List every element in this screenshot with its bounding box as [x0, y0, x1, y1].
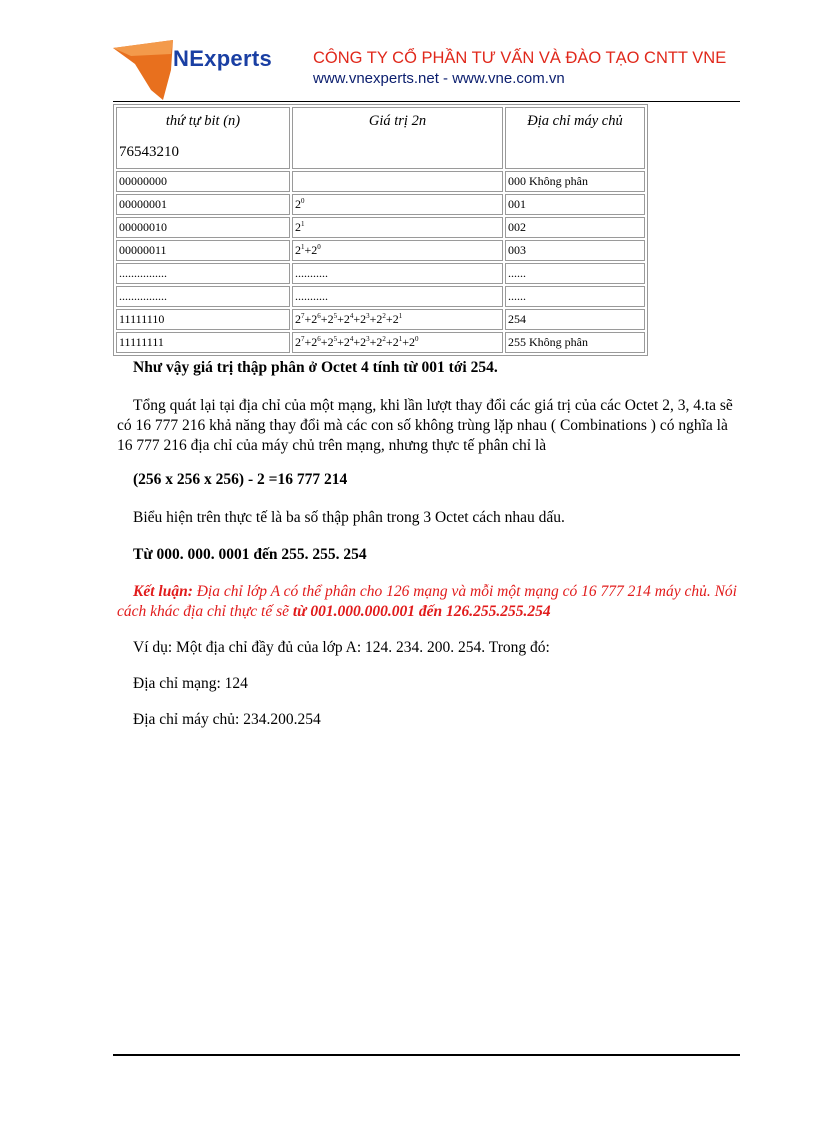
table-row — [116, 309, 645, 330]
cell-bits: 11111111 — [116, 332, 290, 353]
exponent: 7 — [301, 312, 305, 320]
cell-host-address: 001 — [505, 194, 645, 215]
paragraph-combinations: Tổng quát lại tại địa chỉ của một mạng, khi lần lượt thay đổi các giá trị của các Octet 2, 3, 4.ta sẽ có 16 777 216 khả năng thay đổi mà các con số không trùng lặp nhau ( Combinations ) có nghĩa là 16 777 216 địa chỉ của máy chủ trên mạng, nhưng thực tế phân chỉ là — [117, 397, 733, 454]
bit-order-digits: 76543210 — [119, 144, 179, 160]
footer-divider — [113, 1054, 740, 1056]
header-host-address: Địa chỉ máy chủ — [505, 107, 645, 169]
cell-host-address: 003 — [505, 240, 645, 261]
exponent: 4 — [349, 312, 354, 320]
paragraph-example: Ví dụ: Một địa chỉ đầy đủ của lớp A: 124. 234. 200. 254. Trong đó: — [133, 639, 550, 656]
table-row — [116, 194, 645, 215]
company-name: CÔNG TY CỔ PHẦN TƯ VẤN VÀ ĐÀO TẠO CNTT VNE — [313, 49, 727, 67]
exponent: 2 — [382, 312, 386, 320]
table-row — [116, 171, 645, 192]
cell-host-address: 000 Không phân — [505, 171, 645, 192]
host-address: Địa chỉ máy chủ: 234.200.254 — [133, 711, 321, 728]
exponent: 1 — [301, 243, 305, 251]
cell-host-address: 254 — [505, 309, 645, 330]
address-range: Từ 000. 000. 0001 đến 255. 255. 254 — [133, 546, 367, 563]
exponent: 1 — [398, 335, 403, 343]
exponent: 1 — [398, 312, 403, 320]
table-header-row — [116, 107, 645, 169]
cell-host-address: 255 Không phân — [505, 332, 645, 353]
paragraph-decimal-display: Biểu hiện trên thực tế là ba số thập phân trong 3 Octet cách nhau dấu. — [133, 509, 565, 526]
cell-host-address: ...... — [505, 263, 645, 284]
cell-value: ........... — [292, 286, 503, 307]
table-row — [116, 240, 645, 261]
cell-value: $2^1$ — [292, 217, 503, 238]
cell-bits: 00000001 — [116, 194, 290, 215]
conclusion-text: Địa chỉ lớp A có thể phân cho 126 mạng và mỗi một mạng có 16 777 214 máy chủ. Nói cách khác địa chỉ thực tế sẽ — [117, 583, 737, 620]
cell-value — [292, 171, 503, 192]
bit-table — [113, 104, 648, 356]
table-row — [116, 286, 645, 307]
exponent: 3 — [366, 312, 370, 320]
table-row — [116, 217, 645, 238]
exponent: 0 — [317, 243, 321, 251]
exponent: 5 — [333, 312, 338, 320]
cell-value: $2^7+2^6+2^5+2^4+2^3+2^2+2^1+2^0$ — [292, 332, 503, 353]
conclusion — [117, 582, 737, 622]
formula-host-count: (256 x 256 x 256) - 2 =16 777 214 — [133, 471, 348, 488]
cell-host-address: ...... — [505, 286, 645, 307]
cell-bits: 00000011 — [116, 240, 290, 261]
cell-bits: 00000010 — [116, 217, 290, 238]
exponent: 2 — [382, 335, 386, 343]
header-value: Giá trị 2n — [292, 107, 503, 169]
logo-text: NExperts — [173, 46, 272, 71]
cell-bits: 11111110 — [116, 309, 290, 330]
cell-value: $2^0$ — [292, 194, 503, 215]
nexperts-logo — [113, 40, 298, 100]
network-address: Địa chỉ mạng: 124 — [133, 675, 248, 692]
conclusion-range: từ 001.000.000.001 đến 126.255.255.254 — [292, 603, 551, 620]
exponent: 0 — [414, 335, 419, 343]
paragraph-octet4-range: Như vậy giá trị thập phân ở Octet 4 tính từ 001 tới 254. — [133, 359, 498, 376]
cell-value: $2^1+2^0$ — [292, 240, 503, 261]
cell-value: ........... — [292, 263, 503, 284]
exponent: 6 — [317, 312, 321, 320]
exponent: 3 — [366, 335, 370, 343]
exponent: 1 — [301, 220, 305, 228]
exponent: 0 — [301, 197, 305, 205]
exponent: 7 — [301, 335, 305, 343]
table-row — [116, 263, 645, 284]
exponent: 4 — [349, 335, 354, 343]
page-header — [113, 40, 740, 102]
exponent: 5 — [333, 335, 338, 343]
header-divider — [113, 101, 740, 102]
cell-bits: ................ — [116, 263, 290, 284]
cell-host-address: 002 — [505, 217, 645, 238]
table-row — [116, 332, 645, 353]
company-website: www.vnexperts.net - www.vne.com.vn — [313, 70, 565, 87]
cell-bits: ................ — [116, 286, 290, 307]
header-bit-order: thứ tự bit (n) 76543210 — [116, 107, 290, 169]
exponent: 6 — [317, 335, 321, 343]
cell-bits: 00000000 — [116, 171, 290, 192]
conclusion-label: Kết luận: — [133, 583, 193, 600]
cell-value: $2^7+2^6+2^5+2^4+2^3+2^2+2^1$ — [292, 309, 503, 330]
